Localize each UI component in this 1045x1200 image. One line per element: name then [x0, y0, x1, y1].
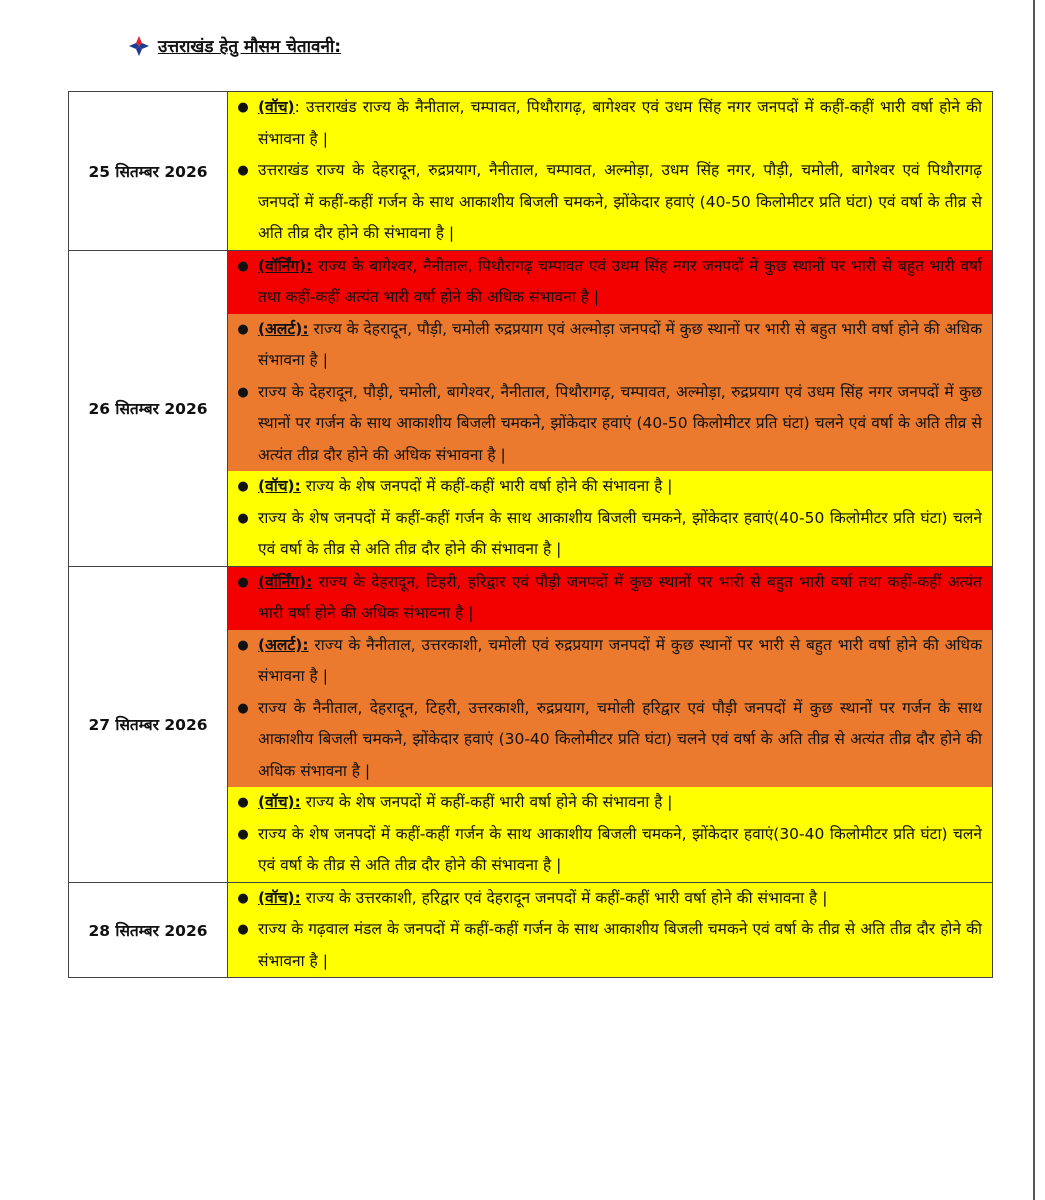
bullet-icon: ●: [237, 922, 249, 937]
warning-body: राज्य के गढ़वाल मंडल के जनपदों में कहीं-कहीं गर्जन के साथ आकाशीय बिजली चमकने एवं वर्षा के तीव्र से अति तीव्र दौर होने की संभावना है |: [258, 920, 982, 970]
bullet-icon: ●: [237, 384, 249, 400]
bullet-icon: ●: [237, 163, 249, 178]
bullet-icon: ●: [237, 795, 249, 810]
warning-body: राज्य के शेष जनपदों में कहीं-कहीं गर्जन के साथ आकाशीय बिजली चमकने, झोंकेदार हवाएं(30-40 किलोमीटर प्रति घंटा) चलने एवं वर्षा के तीव्र से अति तीव्र दौर होने की संभावना है |: [258, 824, 982, 874]
warning-item-watch: [228, 787, 992, 819]
bullet-icon: ●: [237, 258, 249, 274]
page-heading: [128, 34, 341, 57]
warning-content-cell: [228, 882, 993, 978]
warning-body: राज्य के देहरादून, पौड़ी, चमोली, बागेश्वर, नैनीताल, पिथौरागढ़, चम्पावत, अल्मोड़ा, रुद्रप्रयाग एवं उधम सिंह नगर जनपदों में कुछ स्थानों पर गर्जन के साथ आकाशीय बिजली चमकने, झोंकेदार हवाएं (40-50 किलोमीटर प्रति घंटा) चलने एवं वर्षा के अति तीव्र से अत्यंत तीव्र दौर होने की अधिक संभावना है |: [258, 382, 982, 464]
warning-level-label: (वॉच):: [258, 888, 301, 907]
warning-body: : उत्तराखंड राज्य के नैनीताल, चम्पावत, पिथौरागढ़, बागेश्वर एवं उधम सिंह नगर जनपदों में कहीं-कहीं भारी वर्षा होने की संभावना है |: [258, 98, 982, 148]
warning-item-watch: [228, 471, 992, 503]
warning-item-alert: [228, 377, 992, 472]
warning-level-label: (वॉर्निंग):: [258, 256, 313, 275]
warning-text: [258, 251, 982, 314]
warning-item-watch: [228, 92, 992, 155]
warning-body: राज्य के उत्तरकाशी, हरिद्वार एवं देहरादून जनपदों में कहीं-कहीं भारी वर्षा होने की संभावना है |: [300, 888, 828, 907]
warning-body: राज्य के नैनीताल, उत्तरकाशी, चमोली एवं रुद्रप्रयाग जनपदों में कुछ स्थानों पर भारी से बहुत भारी वर्षा होने की अधिक संभावना है |: [258, 635, 982, 685]
warning-text: [258, 630, 982, 693]
warning-text: [258, 819, 982, 882]
warning-text: [258, 883, 982, 915]
warning-item-alert: [228, 314, 992, 377]
warning-item-warning: [228, 251, 992, 314]
date-cell: 28 सितम्बर 2026: [69, 882, 228, 978]
bullet-icon: ●: [237, 700, 249, 716]
four-point-arrow-icon: [128, 35, 150, 57]
warning-level-label: (अलर्ट):: [258, 635, 309, 654]
warning-body: राज्य के देहरादून, टिहरी, हरिद्वार एवं पौड़ी जनपदों में कुछ स्थानों पर भारी से बहुत भारी वर्षा तथा कहीं-कहीं अत्यंत भारी वर्षा होने की अधिक संभावना है |: [258, 572, 982, 622]
warning-text: [258, 567, 982, 630]
warning-content-cell: [228, 250, 993, 566]
warning-text: [258, 693, 982, 788]
bullet-icon: ●: [237, 890, 249, 906]
warning-content-cell: [228, 566, 993, 882]
warning-body: राज्य के देहरादून, पौड़ी, चमोली रुद्रप्रयाग एवं अल्मोड़ा जनपदों में कुछ स्थानों पर भारी से बहुत भारी वर्षा होने की अधिक संभावना है |: [258, 319, 982, 369]
warning-body: राज्य के शेष जनपदों में कहीं-कहीं भारी वर्षा होने की संभावना है |: [300, 477, 673, 495]
warning-item-alert: [228, 630, 992, 693]
warning-text: [258, 377, 982, 472]
day-row: [69, 566, 993, 882]
date-cell: 27 सितम्बर 2026: [69, 566, 228, 882]
date-cell: 26 सितम्बर 2026: [69, 250, 228, 566]
warning-body: राज्य के नैनीताल, देहरादून, टिहरी, उत्तरकाशी, रुद्रप्रयाग, चमोली हरिद्वार एवं पौड़ी जनपदों में कुछ स्थानों पर गर्जन के साथ आकाशीय बिजली चमकने, झोंकेदार हवाएं (30-40 किलोमीटर प्रति घंटा) चलने एवं वर्षा के अति तीव्र से अत्यंत तीव्र दौर होने की अधिक संभावना है |: [258, 698, 982, 780]
warning-text: [258, 314, 982, 377]
warning-text: [258, 503, 982, 566]
warning-item-warning: [228, 567, 992, 630]
warning-item-watch: [228, 155, 992, 250]
bullet-icon: ●: [237, 479, 249, 494]
warning-level-label: (वॉच):: [258, 793, 301, 811]
bullet-icon: ●: [237, 637, 249, 653]
bullet-icon: ●: [237, 574, 249, 590]
warning-body: उत्तराखंड राज्य के देहरादून, रुद्रप्रयाग, नैनीताल, चम्पावत, अल्मोड़ा, उधम सिंह नगर, पौड़ी, चमोली, बागेश्वर एवं पिथौरागढ़ जनपदों में कहीं-कहीं गर्जन के साथ आकाशीय बिजली चमकने, झोंकेदार हवाएं (40-50 किलोमीटर प्रति घंटा) एवं वर्षा के तीव्र से अति तीव्र दौर होने की संभावना है |: [258, 161, 982, 242]
warning-text: [258, 787, 982, 819]
bullet-icon: ●: [237, 826, 249, 842]
date-cell: 25 सितम्बर 2026: [69, 92, 228, 251]
warning-item-watch: [228, 914, 992, 977]
bullet-icon: ●: [237, 321, 249, 337]
warning-item-watch: [228, 819, 992, 882]
warning-body: राज्य के बागेश्वर, नैनीताल, पिथौरागढ़ चम्पावत एवं उधम सिंह नगर जनपदों में कुछ स्थानों पर भारी से बहुत भारी वर्षा तथा कहीं-कहीं अत्यंत भारी वर्षा होने की अधिक संभावना है |: [258, 256, 982, 306]
warning-text: [258, 471, 982, 503]
day-row: [69, 882, 993, 978]
warning-content-cell: [228, 92, 993, 251]
warning-text: [258, 914, 982, 977]
warning-level-label: (अलर्ट):: [258, 319, 309, 338]
day-row: [69, 250, 993, 566]
warning-item-alert: [228, 693, 992, 788]
warning-text: [258, 155, 982, 250]
weather-warning-table: [68, 91, 993, 978]
bullet-icon: ●: [237, 100, 249, 115]
day-row: [69, 92, 993, 251]
warning-body: राज्य के शेष जनपदों में कहीं-कहीं भारी वर्षा होने की संभावना है |: [300, 793, 673, 811]
heading-text: उत्तराखंड हेतु मौसम चेतावनी:: [158, 37, 342, 57]
bullet-icon: ●: [237, 510, 249, 526]
page-border: [1033, 0, 1035, 1200]
warning-text: [258, 92, 982, 155]
warning-level-label: (वॉच): [258, 98, 295, 116]
warning-level-label: (वॉच):: [258, 477, 301, 495]
warning-item-watch: [228, 503, 992, 566]
warning-level-label: (वॉर्निंग):: [258, 572, 313, 591]
warning-body: राज्य के शेष जनपदों में कहीं-कहीं गर्जन के साथ आकाशीय बिजली चमकने, झोंकेदार हवाएं(40-50 किलोमीटर प्रति घंटा) चलने एवं वर्षा के तीव्र से अति तीव्र दौर होने की संभावना है |: [258, 508, 982, 558]
warning-item-watch: [228, 883, 992, 915]
